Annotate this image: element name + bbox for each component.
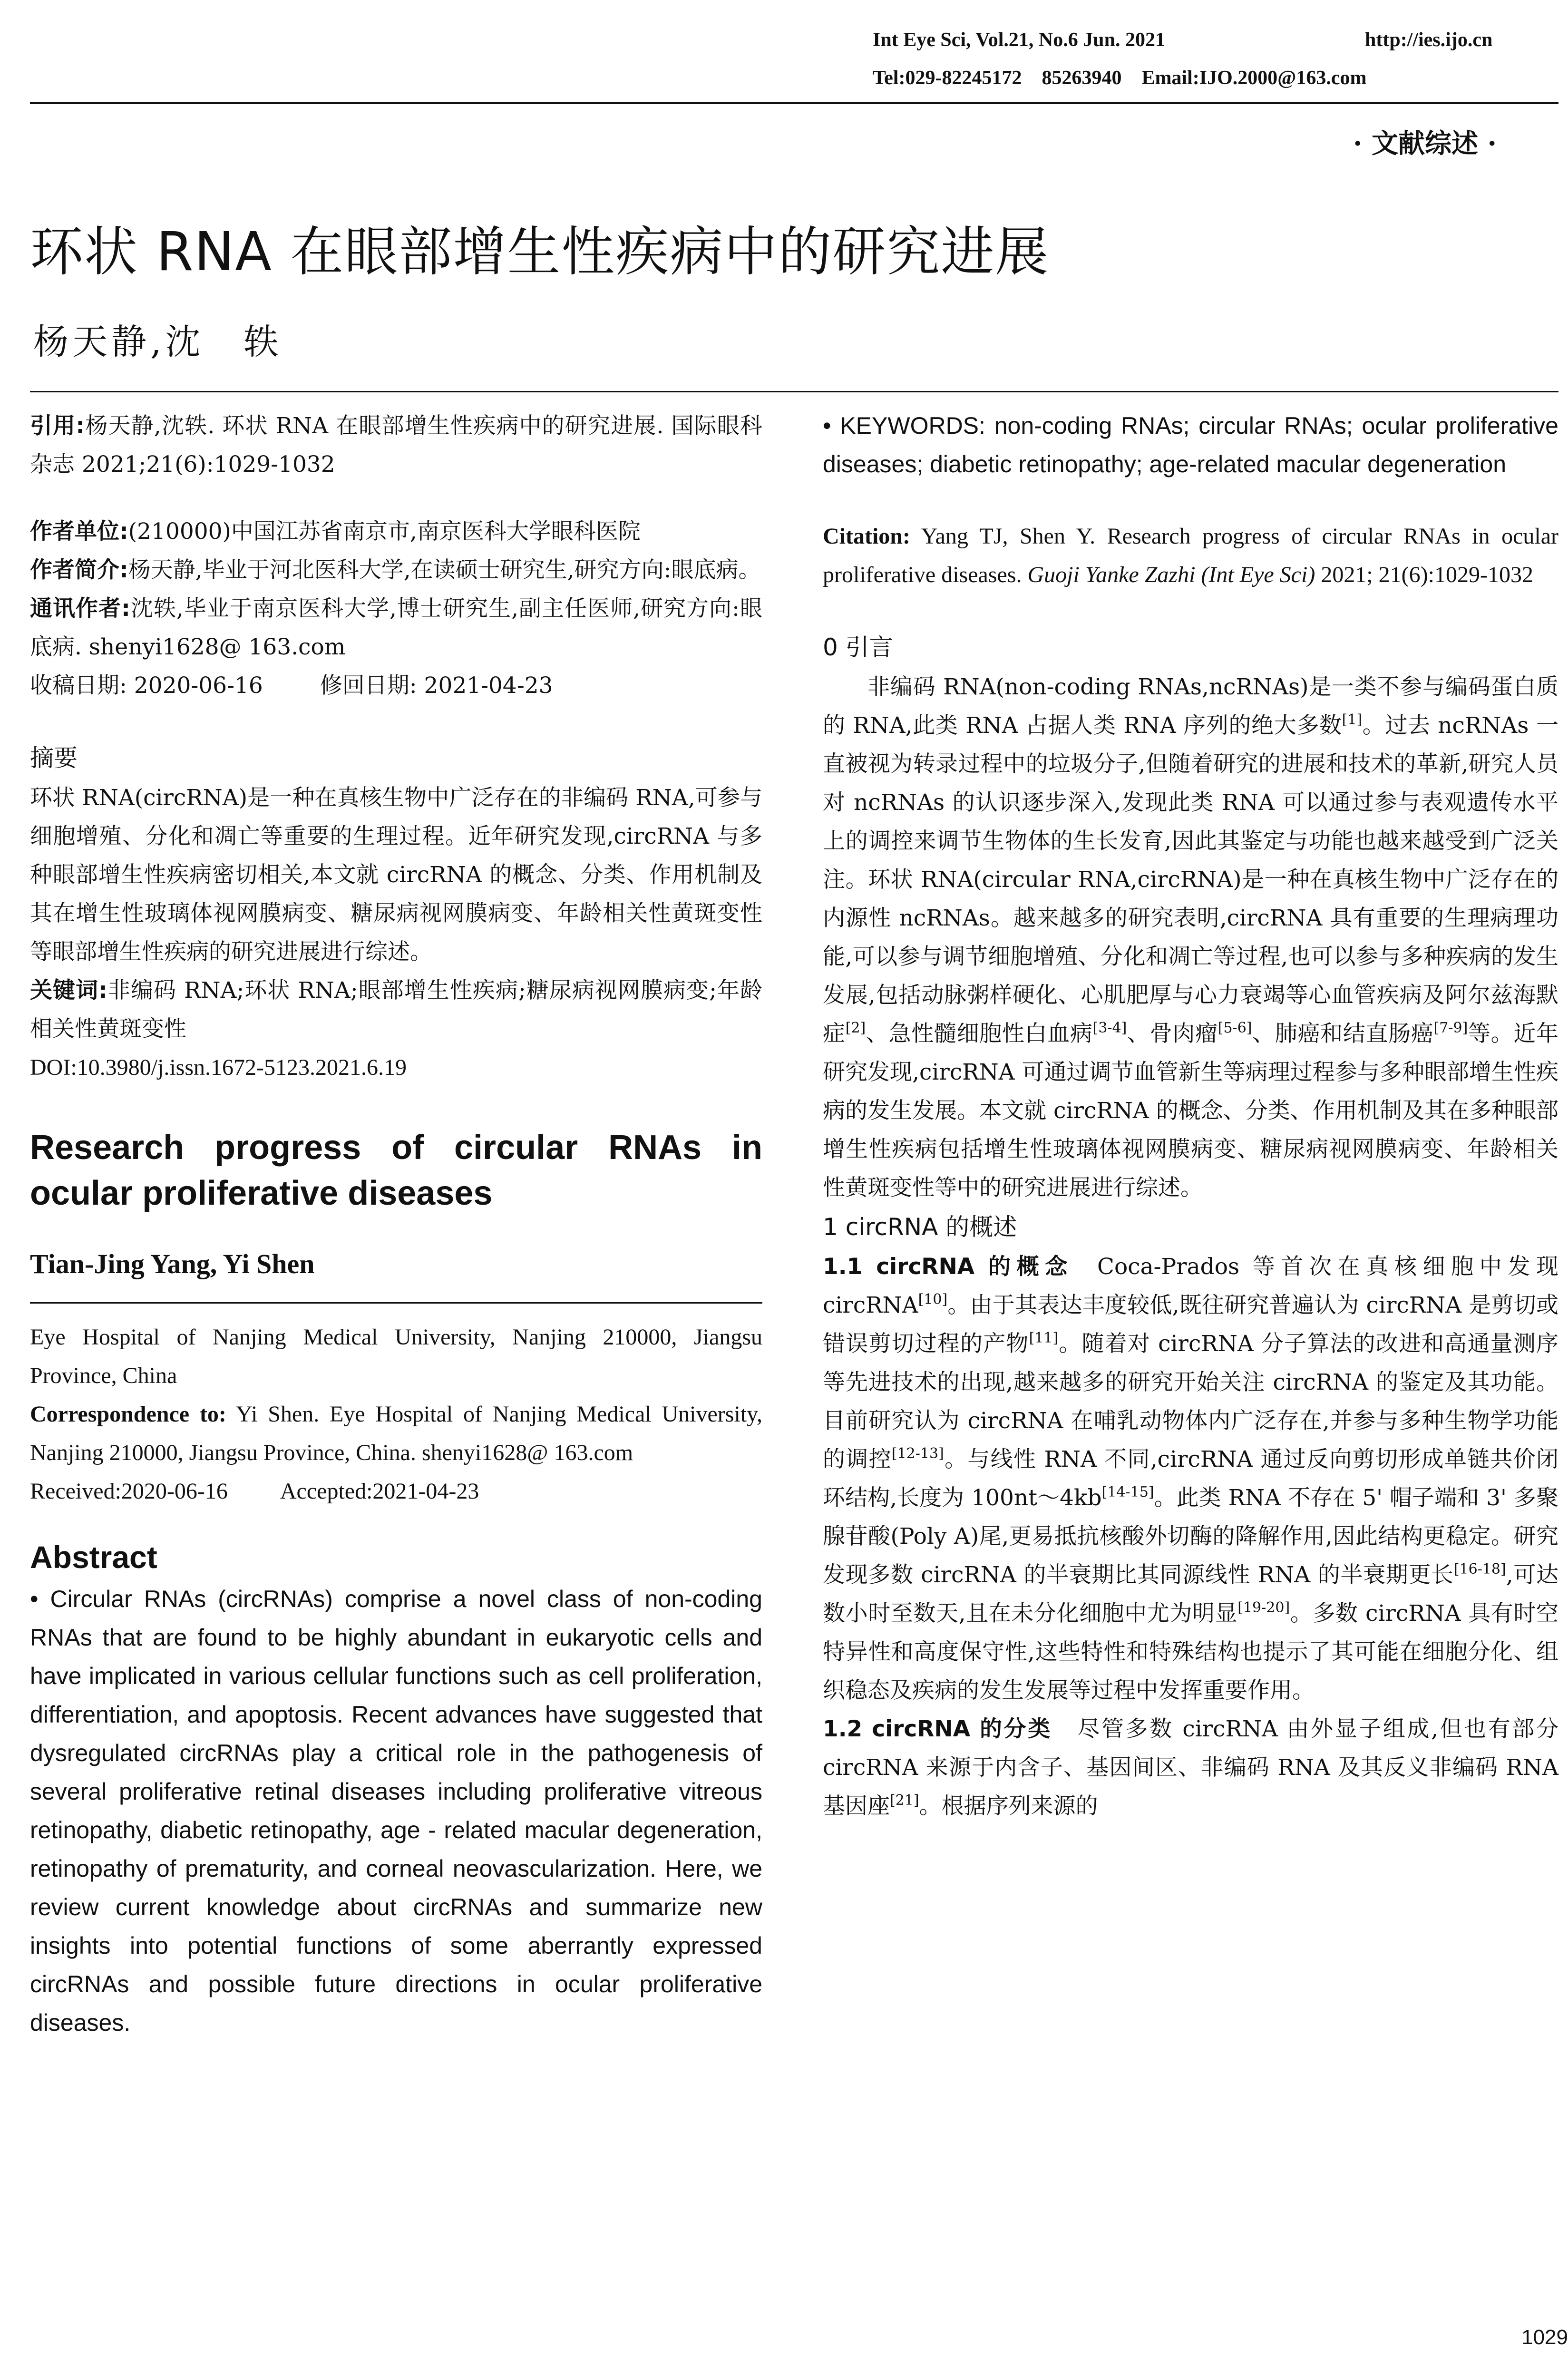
article-title: 环状 RNA 在眼部增生性疾病中的研究进展: [30, 221, 1050, 283]
english-keywords: • KEYWORDS: non-coding RNAs; circular RNAs; ocular proliferative diseases; diabetic retinopathy; age-related macular degeneration: [823, 412, 1558, 477]
section-1-2-paragraph: 1.2 circRNA 的分类 尽管多数 circRNA 由外显子组成,但也有部分 circRNA 来源于内含子、基因间区、非编码 RNA 及其反义非编码 RNA 基因座[21]。根据序列来源的: [823, 1716, 1558, 1819]
intro-heading: 0 引言: [823, 633, 893, 661]
ref-2[interactable]: [2]: [845, 1020, 866, 1036]
abstract-text-zh: 环状 RNA(circRNA)是一种在真核生物中广泛存在的非编码 RNA,可参与细胞增殖、分化和凋亡等重要的生理过程。近年研究发现,circRNA 与多种眼部增生性疾病密切相关,本文就 circRNA 的概念、分类、作用机制及其在增生性玻璃体视网膜病变、糖尿病视网膜病变、年龄相关性黄斑变性等眼部增生性疾病的研究进展进行综述。: [30, 785, 762, 965]
english-title: Research progress of circular RNAs in ocular proliferative diseases: [30, 1129, 762, 1212]
ref-12-13[interactable]: [12-13]: [891, 1445, 944, 1462]
page-number: 1029: [1521, 2326, 1568, 2349]
english-abstract-heading: Abstract: [30, 1539, 157, 1575]
intro-paragraph: 非编码 RNA(non-coding RNAs,ncRNAs)是一类不参与编码蛋白质的 RNA,此类 RNA 占据人类 RNA 序列的绝大多数[1]。过去 ncRNAs 一直被视为转录过程中的垃圾分子,但随着研究的进展和技术的革新,研究人员对 ncRNAs 的认识逐步深入,发现此类 RNA 可以通过参与表观遗传水平上的调控来调节生物体的生长发育,因此其鉴定与功能也越来越受到广泛关注。环状 RNA(circular RNA,circRNA)是一种在真核生物中广泛存在的内源性 ncRNAs。越来越多的研究表明,circRNA 具有重要的生理病理功能,可以参与调节细胞增殖、分化和凋亡等过程,也可以参与多种疾病的发生发展,包括动脉粥样硬化、心肌肥厚与心力衰竭等心血管疾病及阿尔兹海默症[2]、急性髓细胞性白血病[3-4]、骨肉瘤[5-6]、肺癌和结直肠癌[7-9]等。近年研究发现,circRNA 可通过调节血管新生等病理过程参与多种眼部增生性疾病的发生发展。本文就 circRNA 的概念、分类、作用机制及其在多种眼部增生性疾病包括增生性玻璃体视网膜病变、糖尿病视网膜病变、年龄相关性黄斑变性等中的研究进展进行综述。: [823, 674, 1559, 1201]
english-citation: Citation: Yang TJ, Shen Y. Research progress of circular RNAs in ocular proliferative diseases. Guoji Yanke Zazhi (Int Eye Sci) 2021; 21(6):1029-1032: [823, 524, 1558, 587]
journal-contact: Tel:029-82245172 85263940 Email:IJO.2000@163.com: [873, 67, 1367, 89]
abstract-heading-zh: 摘要: [30, 744, 78, 772]
title-separator: [30, 391, 1558, 392]
ref-1[interactable]: [1]: [1342, 711, 1363, 728]
corresponding-author: 通讯作者:沈轶,毕业于南京医科大学,博士研究生,副主任医师,研究方向:眼底病. shenyi1628@ 163.com: [30, 595, 763, 660]
section-1-1-paragraph: 1.1 circRNA 的概念 Coca-Prados 等首次在真核细胞中发现 circRNA[10]。由于其表达丰度较低,既往研究普遍认为 circRNA 是剪切或错误剪切过程的产物[11]。随着对 circRNA 分子算法的改进和高通量测序等先进技术的出现,越来越多的研究开始关注 circRNA 的鉴定及其功能。目前研究认为 circRNA 在哺乳动物体内广泛存在,并参与多种生物学功能的调控[12-13]。与线性 RNA 不同,circRNA 通过反向剪切形成单链共价闭环结构,长度为 100nt～4kb[14-15]。此类 RNA 不存在 5' 帽子端和 3' 多聚腺苷酸(Poly A)尾,更易抵抗核酸外切酶的降解作用,因此结构更稳定。研究发现多数 circRNA 的半衰期比其同源线性 RNA 的半衰期更长[16-18],可达数小时至数天,且在未分化细胞中尤为明显[19-20]。多数 circRNA 具有时空特异性和高度保守性,这些特性和特殊结构也提示了其可能在细胞分化、组织稳态及疾病的发生发展等过程中发挥重要作用。: [823, 1254, 1559, 1704]
article-category: · 文献综述 ·: [1353, 128, 1497, 159]
dates: 收稿日期: 2020-06-16 修回日期: 2021-04-23: [30, 672, 553, 699]
left-column: [30, 407, 762, 2042]
english-authors: Tian-Jing Yang, Yi Shen: [30, 1248, 315, 1279]
journal-url[interactable]: http://ies.ijo.cn: [1365, 29, 1493, 51]
english-correspondence: Correspondence to: Yi Shen. Eye Hospital of Nanjing Medical University, Nanjing 210000, Jiangsu Province, China. shenyi1628@ 163.com: [30, 1402, 763, 1465]
ref-21[interactable]: [21]: [890, 1792, 919, 1809]
ref-3-4[interactable]: [3-4]: [1092, 1020, 1127, 1036]
ref-10[interactable]: [10]: [918, 1291, 948, 1308]
english-dates: Received:2020-06-16 Accepted:2021-04-23: [30, 1479, 479, 1504]
right-column: [823, 407, 1558, 1825]
article-authors: 杨天静,沈 轶: [33, 321, 282, 362]
english-affiliation: Eye Hospital of Nanjing Medical University, Nanjing 210000, Jiangsu Province, China: [30, 1325, 762, 1388]
citation-block: 引用:杨天静,沈轶. 环状 RNA 在眼部增生性疾病中的研究进展. 国际眼科杂志 2021;21(6):1029-1032: [30, 413, 762, 477]
section-1-heading: 1 circRNA 的概述: [823, 1213, 1017, 1241]
ref-16-18[interactable]: [16-18]: [1453, 1561, 1506, 1578]
header-rule: [30, 102, 1558, 104]
english-abstract-text: • Circular RNAs (circRNAs) comprise a novel class of non-coding RNAs that are found to be highly abundant in eukaryotic cells and have implicated in various cellular functions such as cell proliferation, differentiation, and apoptosis. Recent advances have suggested that dysregulated circRNAs play a critical role in the pathogenesis of several proliferative retinal diseases including proliferative vitreous retinopathy, diabetic retinopathy, age - related macular degeneration, retinopathy of prematurity, and corneal neovascularization. Here, we review current knowledge about circRNAs and summarize new insights into potential functions of some aberrantly expressed circRNAs and possible future directions in ocular proliferative diseases.: [30, 1586, 762, 2036]
author-unit: 作者单位:(210000)中国江苏省南京市,南京医科大学眼科医院: [30, 518, 641, 545]
ref-19-20[interactable]: [19-20]: [1237, 1599, 1290, 1616]
english-rule: [30, 1302, 762, 1304]
ref-7-9[interactable]: [7-9]: [1433, 1020, 1468, 1036]
keywords-zh: 关键词:非编码 RNA;环状 RNA;眼部增生性疾病;糖尿病视网膜病变;年龄相关性黄斑变性: [30, 977, 762, 1042]
ref-14-15[interactable]: [14-15]: [1101, 1484, 1154, 1500]
journal-info: Int Eye Sci, Vol.21, No.6 Jun. 2021: [873, 29, 1165, 51]
doi[interactable]: DOI:10.3980/j.issn.1672-5123.2021.6.19: [30, 1055, 407, 1080]
author-bio: 作者简介:杨天静,毕业于河北医科大学,在读硕士研究生,研究方向:眼底病。: [30, 557, 761, 583]
ref-11[interactable]: [11]: [1029, 1330, 1059, 1346]
ref-5-6[interactable]: [5-6]: [1217, 1020, 1252, 1036]
